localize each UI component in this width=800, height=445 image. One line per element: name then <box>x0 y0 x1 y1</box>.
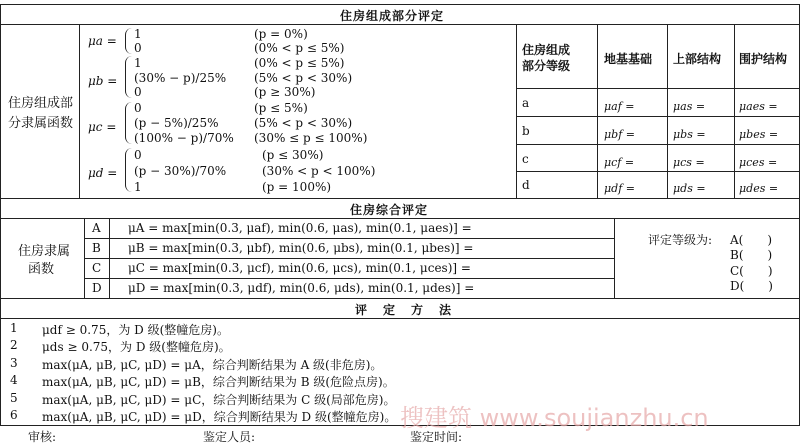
synth-formula-c: μC = max[min(0.3, μcf), min(0.6, μcs), min(0.1, μces)] = <box>128 261 471 275</box>
synth-letter-d: D <box>92 281 102 295</box>
formula-b-case2-cond: (5% < p < 30%) <box>254 71 353 85</box>
table-header-line <box>516 88 800 89</box>
table-header-superstructure: 上部结构 <box>673 52 722 66</box>
table-row-d-enclosure: μdes = <box>739 182 779 195</box>
formula-c-case3-cond: (30% ≤ p ≤ 100%) <box>254 131 368 145</box>
synth-grade-label: 评定等级为: <box>648 233 713 247</box>
formula-d-case2-cond: (30% < p < 100%) <box>262 164 376 178</box>
part-left-label-2: 分隶属函数 <box>8 116 74 131</box>
synth-letter-b: B <box>92 241 101 255</box>
formula-c-case3-val: (100% − p)/70% <box>134 131 234 145</box>
method-item-4-text: max(μA, μB, μC, μD) = μB，综合判断结果为 B 级(危险点房)。 <box>42 375 395 389</box>
formula-a-case2-cond: (0% < p ≤ 5%) <box>254 41 345 55</box>
formula-d-case2-val: (p − 30%)/70% <box>134 164 227 178</box>
formula-d-lhs: μd = <box>88 166 118 180</box>
table-header-grade: 住房组成 部分等级 <box>522 43 571 73</box>
table-row-line-1 <box>516 116 800 117</box>
method-item-3-num: 3 <box>10 356 18 370</box>
table-row-line-2 <box>516 144 800 145</box>
synth-title-divider <box>0 218 800 219</box>
table-row-c-enclosure: μces = <box>739 156 778 169</box>
table-header-foundation: 地基基础 <box>604 52 653 66</box>
formula-a-lhs: μa = <box>88 34 117 48</box>
formula-c-lhs: μc = <box>88 120 117 134</box>
formula-c-case2-cond: (5% < p < 30%) <box>254 116 353 130</box>
method-item-1-text: μdf ≥ 0.75，为 D 级(整幢危房)。 <box>42 323 229 337</box>
formula-b-case2-val: (30% − p)/25% <box>134 71 227 85</box>
method-item-2-text: μds ≥ 0.75，为 D 级(整幢危房)。 <box>42 340 231 354</box>
synth-left-label-2: 函数 <box>28 262 55 277</box>
table-row-d-superstructure: μds = <box>673 182 706 195</box>
formula-d-brace <box>125 148 132 192</box>
formula-d-case3-val: 1 <box>134 180 142 194</box>
formula-b-brace <box>125 56 132 98</box>
table-row-d-grade: d <box>522 178 530 192</box>
synth-grade-option-c: C( ) <box>730 264 773 278</box>
formula-c-case1-val: 0 <box>134 101 142 115</box>
table-row-b-grade: b <box>522 124 530 138</box>
synth-grade-option-d: D( ) <box>730 279 773 293</box>
synth-formula-a: μA = max[min(0.3, μaf), min(0.6, μas), min(0.1, μaes)] = <box>128 221 472 235</box>
method-item-2-num: 2 <box>10 338 18 352</box>
formula-b-case3-cond: (p ≥ 30%) <box>254 85 316 99</box>
formula-b-case3-val: 0 <box>134 85 142 99</box>
formula-a-case1-cond: (p = 0%) <box>254 27 308 41</box>
formula-b-case1-cond: (0% < p ≤ 5%) <box>254 56 345 70</box>
synth-grade-option-a: A( ) <box>730 233 773 247</box>
method-item-3-text: max(μA, μB, μC, μD) = μA，综合判断结果为 A 级(非危房)。 <box>42 358 383 372</box>
part-left-col-line <box>79 24 80 198</box>
synth-letter-a: A <box>92 221 101 235</box>
table-row-c-grade: c <box>522 152 529 166</box>
method-item-6-num: 6 <box>10 408 18 422</box>
footer-appraiser: 鉴定人员: <box>203 430 256 444</box>
formula-c-case1-cond: (p ≤ 5%) <box>254 101 308 115</box>
formula-c-case2-val: (p − 5%)/25% <box>134 116 219 130</box>
table-row-a-superstructure: μas = <box>673 100 706 113</box>
synth-letter-c: C <box>92 261 102 275</box>
method-title: 评 定 方 法 <box>355 303 454 317</box>
left-border <box>0 4 1 425</box>
table-row-a-enclosure: μaes = <box>739 100 778 113</box>
top-border <box>0 4 800 5</box>
formula-b-lhs: μb = <box>88 74 118 88</box>
synth-row-line-2 <box>84 258 614 259</box>
formula-a-case1-val: 1 <box>134 27 142 41</box>
method-item-1-num: 1 <box>10 321 18 335</box>
table-row-b-enclosure: μbes = <box>739 128 779 141</box>
synth-row-line-1 <box>84 238 614 239</box>
method-item-5-text: max(μA, μB, μC, μD) = μC，综合判断结果为 C 级(局部危房)。 <box>42 393 396 407</box>
part-bottom-divider <box>0 198 800 199</box>
synth-formula-d: μD = max[min(0.3, μdf), min(0.6, μds), min(0.1, μdes)] = <box>128 281 475 295</box>
formula-d-case1-val: 0 <box>134 148 142 162</box>
formula-b-case1-val: 1 <box>134 56 142 70</box>
table-row-d-foundation: μdf = <box>604 182 635 195</box>
method-item-4-num: 4 <box>10 373 18 387</box>
synth-grade-col-line <box>614 218 615 298</box>
table-header-enclosure: 围护结构 <box>739 52 788 66</box>
synth-row-line-3 <box>84 278 614 279</box>
footer-reviewer: 审核: <box>28 430 57 444</box>
table-row-b-superstructure: μbs = <box>673 128 706 141</box>
table-row-c-foundation: μcf = <box>604 156 635 169</box>
synth-grade-option-b: B( ) <box>730 248 773 262</box>
table-row-b-foundation: μbf = <box>604 128 635 141</box>
watermark: 搜建筑 www.soujianzhu.cn <box>400 404 709 432</box>
formula-c-brace <box>125 102 132 144</box>
method-item-5-num: 5 <box>10 391 18 405</box>
part-left-label-1: 住房组成部 <box>8 96 74 111</box>
formula-d-case1-cond: (p ≤ 30%) <box>262 148 324 162</box>
formula-a-case2-val: 0 <box>134 41 142 55</box>
method-title-divider <box>0 318 800 319</box>
synth-bottom-divider <box>0 298 800 299</box>
synth-left-label-1: 住房隶属 <box>18 244 71 259</box>
table-row-a-foundation: μaf = <box>604 100 635 113</box>
table-row-line-3 <box>516 171 800 172</box>
formula-a-brace <box>125 28 132 54</box>
footer-time: 鉴定时间: <box>410 430 463 444</box>
part-title-divider <box>0 24 800 25</box>
formula-d-case3-cond: (p = 100%) <box>262 180 332 194</box>
method-item-6-text: max(μA, μB, μC, μD) = μD，综合判断结果为 D 级(整幢危房)。 <box>42 410 397 424</box>
synth-formula-b: μB = max[min(0.3, μbf), min(0.6, μbs), min(0.1, μbes)] = <box>128 241 474 255</box>
part-title: 住房组成部分评定 <box>340 9 445 23</box>
table-row-a-grade: a <box>522 96 530 110</box>
table-row-c-superstructure: μcs = <box>673 156 705 169</box>
synth-title: 住房综合评定 <box>350 203 429 217</box>
